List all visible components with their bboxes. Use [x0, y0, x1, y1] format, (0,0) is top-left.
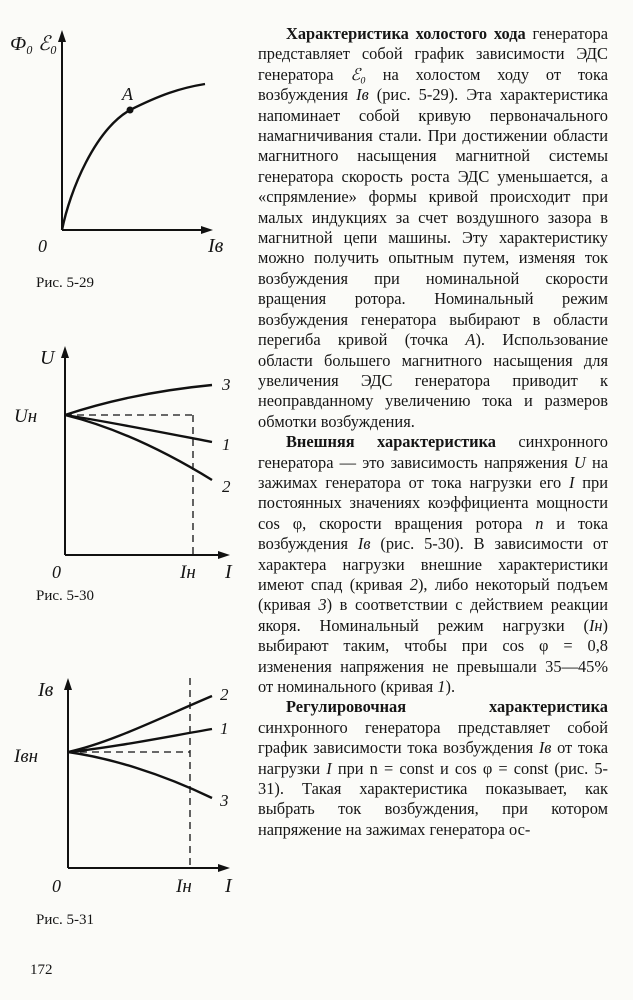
curve-1-label: 1: [220, 719, 229, 738]
figure-5-29: [0, 20, 250, 291]
y-axis-label: Iв: [38, 679, 54, 701]
x-axis-label: I: [225, 875, 232, 897]
paragraph-no-load: Характеристика холостого хода генератора представляет собой график зависимости ЭДС генератора ℰ₀ на холостом ходу от тока возбуждения Iв (рис. 5-29). Эта характеристика напоминает собой кривую первоначального намагничивания стали. При достижении области магнитного насыщения магнитной системы генератора скорость роста ЭДС уменьшается, а «спрямление» формы кривой происходит при малых индукциях за счет воздушного зазора в магнитной цепи машины. Эту характеристику можно получить опытным путем, изменяя ток возбуждения при номинальной скорости вращения ротора. Номинальный режим возбуждения генератора выбирают в области перегиба кривой (точка A). Использование области большего магнитного насыщения для увеличения ЭДС генератора приводит к неоправданному увеличению тока и размеров обмотки возбуждения.: [258, 24, 608, 431]
term-external-characteristic: Внешняя характеристика: [286, 432, 496, 452]
figure-5-30: [0, 340, 250, 610]
paragraph-regulation: Регулировочная характеристика синхронного генератора представляет собой график зависимости тока возбуждения Iв от тока нагрузки I при n = const и cos φ = const (рис. 5-31). Такая характеристика показывает, как выбрать ток возбуждения, при котором напряжение на зажимах генератора ос-: [258, 697, 608, 839]
nominal-current-label: Iн: [180, 562, 196, 583]
origin-label: 0: [52, 876, 61, 896]
paragraph-external: Внешняя характеристика синхронного генератора — это зависимость напряжения U на зажимах генератора от тока нагрузки его I при постоянных значениях коэффициента мощности cos φ, скорости вращения ротора n и тока возбуждения Iв (рис. 5-30). В зависимости от характера нагрузки внешние характеристики имеют спад (кривая 2), либо некоторый подъем (кривая 3) в соответствии с действием реакции якоря. Номинальный режим нагрузки (Iн) выбирают таким, чтобы при cos φ = 0,8 изменения напряжения не превышали 35—45% от номинального (кривая 1).: [258, 432, 608, 696]
nominal-current-label: Iн: [176, 876, 192, 897]
x-axis-label: Iв: [208, 235, 224, 257]
figure-caption: Рис. 5-31: [35, 912, 95, 928]
nominal-voltage-label: Uн: [14, 406, 38, 427]
curve-1-label: 1: [222, 435, 231, 454]
page-number: 172: [30, 962, 53, 978]
y-axis-arrow-icon: [61, 346, 69, 358]
curve-3-label: 3: [220, 791, 229, 810]
x-axis-label: I: [225, 561, 232, 583]
origin-label: 0: [38, 236, 47, 256]
curve-1: [65, 415, 212, 442]
term-no-load-characteristic: Характеристика холостого хода: [286, 24, 526, 43]
x-axis-arrow-icon: [218, 551, 230, 559]
body-text-column: [258, 24, 608, 840]
y-axis-label: Ф₀ ℰ₀: [10, 33, 58, 55]
curve-2-label: 2: [220, 685, 229, 704]
figure-5-31: [0, 668, 250, 940]
curve-2-label: 2: [222, 477, 231, 496]
figure-5-29-plot: [0, 20, 250, 280]
origin-label: 0: [52, 562, 61, 582]
term-regulation-characteristic: Регулировочная характеристика: [286, 697, 608, 717]
x-axis-arrow-icon: [218, 864, 230, 872]
figure-caption: Рис. 5-30: [35, 588, 95, 604]
no-load-curve: [62, 84, 205, 230]
curve-2: [65, 415, 212, 480]
y-axis-label: U: [40, 347, 55, 369]
x-axis-arrow-icon: [201, 226, 213, 234]
y-axis-arrow-icon: [58, 30, 66, 42]
nominal-excitation-label: Iвн: [14, 746, 39, 767]
figure-5-30-plot: [0, 340, 250, 610]
y-axis-arrow-icon: [64, 678, 72, 690]
point-a-marker: [127, 107, 134, 114]
figure-5-31-plot: [0, 668, 250, 940]
curve-3: [65, 385, 212, 415]
curve-3-label: 3: [222, 375, 231, 394]
point-a-label: A: [122, 84, 133, 104]
figure-caption: Рис. 5-29: [35, 275, 95, 291]
